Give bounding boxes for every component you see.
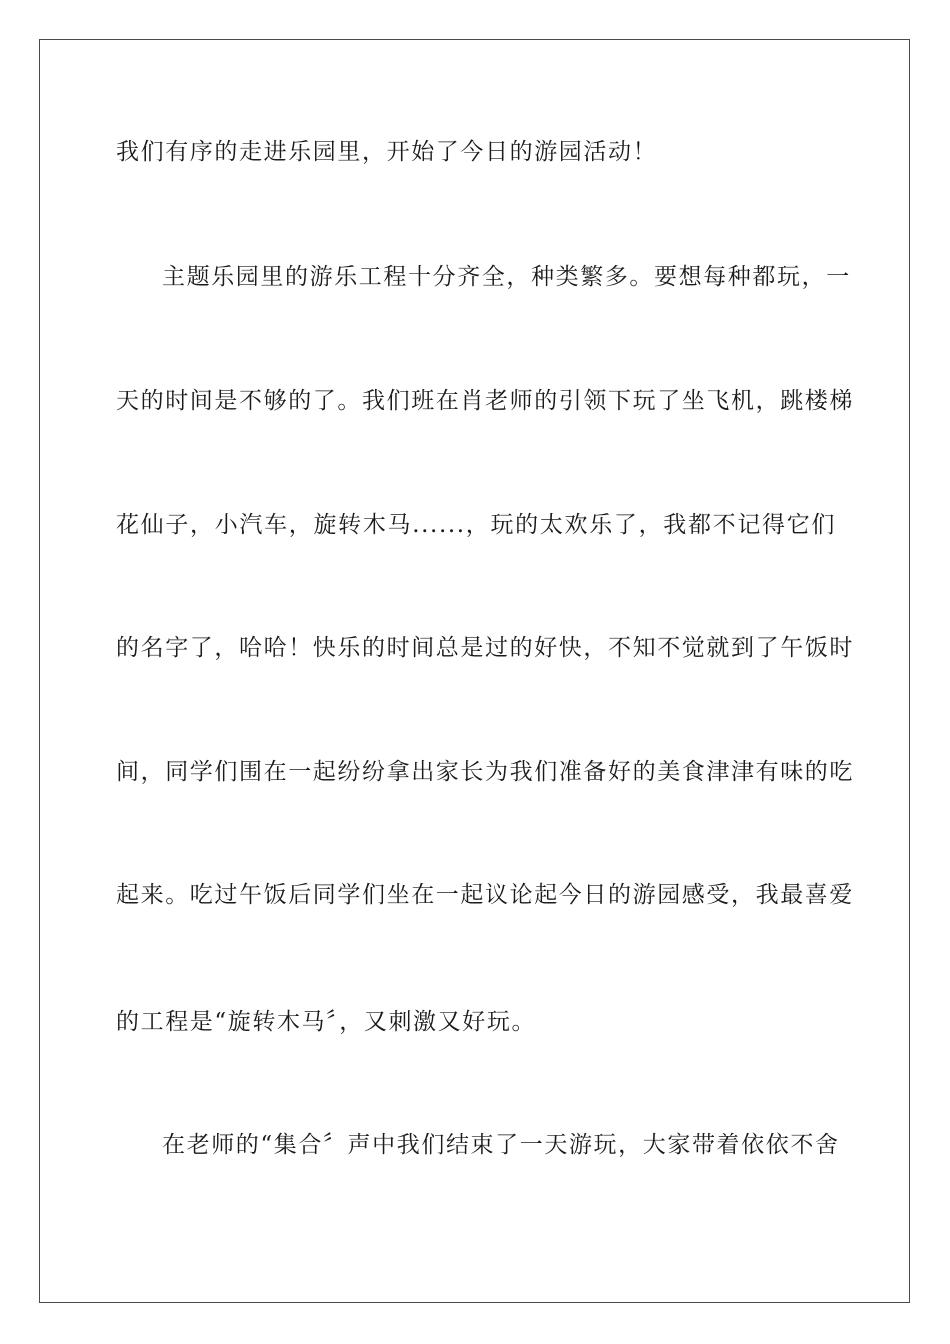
page-frame	[39, 39, 910, 1303]
text-line-1: 我们有序的走进乐园里，开始了今日的游园活动！	[116, 139, 658, 165]
text-line-9: 在老师的“集合〞声中我们结束了一天游玩，大家带着依依不舍	[162, 1132, 840, 1158]
text-line-3: 天的时间是不够的了。我们班在肖老师的引领下玩了坐飞机，跳楼梯	[116, 388, 854, 414]
text-line-7: 起来。吃过午饭后同学们坐在一起议论起今日的游园感受，我最喜爱	[116, 882, 854, 908]
text-line-5: 的名字了，哈哈！快乐的时间总是过的好快，不知不觉就到了午饭时	[116, 635, 854, 661]
text-line-6: 间，同学们围在一起纷纷拿出家长为我们准备好的美食津津有味的吃	[116, 759, 854, 785]
text-line-8: 的工程是“旋转木马〞，又刺激又好玩。	[116, 1009, 537, 1035]
text-line-2: 主题乐园里的游乐工程十分齐全，种类繁多。要想每种都玩，一	[162, 264, 851, 290]
text-line-4: 花仙子，小汽车，旋转木马......，玩的太欢乐了，我都不记得它们	[116, 512, 836, 538]
